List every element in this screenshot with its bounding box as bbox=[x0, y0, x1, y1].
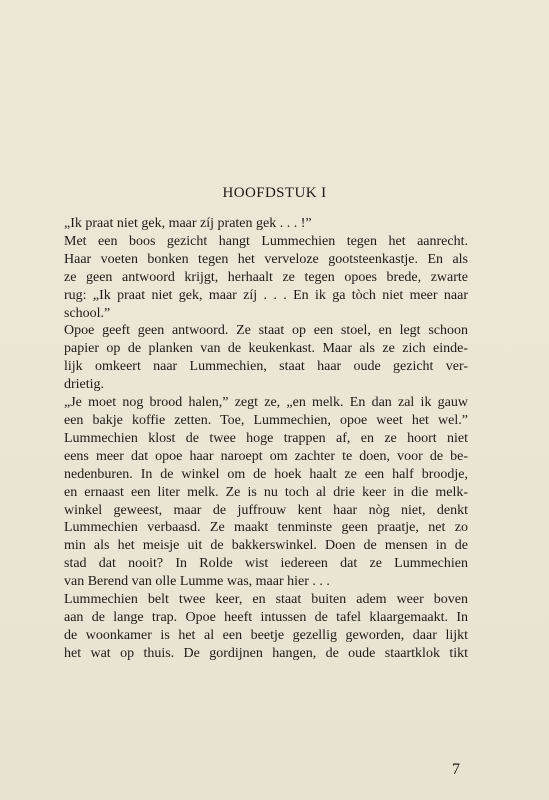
text-line: van Berend van olle Lumme was, maar hier . . . bbox=[64, 574, 330, 590]
body-text bbox=[64, 215, 468, 663]
text-line: school.” bbox=[64, 305, 111, 321]
text-line: min als het meisje uit de bakkerswinkel. Doen de mensen in de bbox=[64, 538, 468, 554]
text-line: en ernaast een liter melk. Ze is nu toch al drie keer in die melk- bbox=[64, 484, 468, 500]
text-line: het wat op thuis. De gordijnen hangen, de oude staartklok tikt bbox=[64, 645, 468, 661]
text-line: „Je moet nog brood halen,” zegt ze, „en melk. En dan zal ik gauw bbox=[64, 395, 468, 411]
text-line: papier op de planken van de keukenkast. Maar als ze zich einde- bbox=[64, 341, 468, 357]
text-line: een bakje koffie zetten. Toe, Lummechien, opoe weet het wel.” bbox=[64, 412, 468, 428]
text-line: Lummechien belt twee keer, en staat buiten adem weer boven bbox=[64, 592, 468, 608]
text-line: Haar voeten bonken tegen het verveloze gootsteenkastje. En als bbox=[64, 251, 468, 267]
page-number: 7 bbox=[452, 761, 460, 778]
text-line: winkel geweest, maar de juffrouw kent haar nòg niet, denkt bbox=[64, 502, 468, 518]
text-line: Met een boos gezicht hangt Lummechien tegen het aanrecht. bbox=[64, 233, 468, 249]
text-line: nedenburen. In de winkel om de hoek haalt ze een half broodje, bbox=[64, 466, 468, 482]
text-line: Opoe geeft geen antwoord. Ze staat op een stoel, en legt schoon bbox=[64, 323, 468, 339]
text-line: „Ik praat niet gek, maar zíj praten gek . . . !” bbox=[64, 216, 312, 231]
text-line: ze geen antwoord krijgt, herhaalt ze tegen opoes brede, zwarte bbox=[64, 269, 468, 285]
chapter-title: HOOFDSTUK I bbox=[222, 185, 327, 201]
text-line: aan de lange trap. Opoe heeft intussen de tafel klaargemaakt. In bbox=[64, 609, 468, 625]
text-line: de woonkamer is het al een beetje gezellig geworden, daar lijkt bbox=[64, 627, 468, 643]
text-line: lijk omkeert naar Lummechien, staat haar oude gezicht ver- bbox=[64, 359, 468, 375]
text-line: drietig. bbox=[64, 377, 105, 393]
text-line: Lummechien klost de twee hoge trappen af, en ze hoort niet bbox=[64, 430, 468, 446]
text-line: Lummechien verbaasd. Ze maakt tenminste geen praatje, net zo bbox=[64, 520, 468, 536]
text-line: rug: „Ik praat niet gek, maar zíj . . . En ik ga tòch niet meer naar bbox=[64, 287, 468, 303]
text-line: stad dat nooit? In Rolde wist iedereen dat ze Lummechien bbox=[64, 556, 468, 572]
text-line: eens meer dat opoe haar naroept om zachter te doen, voor de be- bbox=[64, 448, 468, 464]
